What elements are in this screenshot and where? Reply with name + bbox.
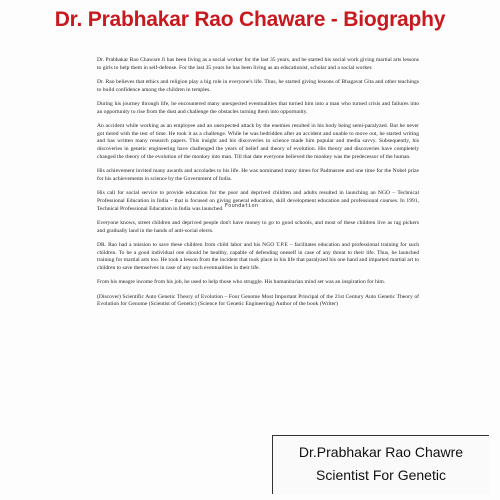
stamp-designation: Scientist For Genetic [316, 467, 446, 483]
paragraph: (Discover) Scientific Auto Genetic Theory of Evolution – Four Genome Most Important Principal of the 21st Century Auto Genetic Theory of Evolution for Genome (Scientist of Genetic) (Science for Genetic Engineering) Author of the book (Writer) [97, 293, 419, 308]
paragraph: Dr. Rao believes that ethics and religion play a big role in everyone's life. Thus, he started giving lessons of Bhagavat Gita and other teachings to build confidence among the children in temples. [97, 79, 419, 93]
stamp-name: Dr.Prabhakar Rao Chawre [298, 444, 464, 460]
paragraph-text: His call for social service to provide education for the poor and deprived children and adults resulted in launching an NGO – Technical Professional Education in India – that is focused on giving general education, skill development education and professional courses. In 1991, Technical Professional Education in India was launched. [97, 190, 419, 212]
paragraph: An accident while working as an employee and an unexpected attack by the enemies resulted in his body being semi-paralyzed. But he never got tiered with the test of time. He took it as a challenge. While he was bedridden after an accident and unable to move out, he started writing and has written many research papers. This insight and his discoveries in science made him popular and media savvy. Subsequently, his discoveries in genetic engineering have challenged the years of belief and theory of evolution. His theory and discoveries have completely changed the theory of the evolution of the monkey into man. Till that date everyone believed the monkey was the predecessor of the human. [97, 123, 419, 160]
paragraph-with-note [97, 190, 419, 213]
page-title: Dr. Prabhakar Rao Chaware - Biography [54, 8, 446, 31]
biography-body [97, 57, 419, 316]
paragraph: Dr. Prabhakar Rao Chaware Ji has been living as a social worker for the last 35 years, and he started his social work giving martial arts lessons to girls to help them in self-defense. For the last 35 years he has been living as an educationist, scholar and a social worker. [97, 57, 419, 71]
handwritten-note: Foundation [224, 202, 259, 209]
paragraph: His achievement invited many awards and accolades to his life. He was nominated many times for Padmasree and one time for the Nobel prize for his achievements in science by the Government of India. [97, 168, 419, 182]
paragraph: From his meagre income from his job, he used to help those who struggle. His humanitarian mind set was an inspiration for him. [97, 279, 386, 286]
name-stamp [272, 435, 489, 494]
paragraph: During his journey through life, he encountered many unexpected eventualities that turned him into a man who turned crisis and failures into an opportunity to rise from the dust and challenge the obstacles turning them into opportunity. [97, 101, 419, 115]
paragraph: DR. Rao had a mission to save these children from child labor and his NGO T.P.E – facilitates education and professional training for such children. To be a good individual one should be healthy, capable of defending oneself in case of any threat to their life. Thus, he launched training for martial arts too. He took a lesson from the incident that took place in his life that paralyzed his one hand and imparted martial art to children to save themselves in case of any such eventualities in their life. [97, 241, 419, 271]
paragraph: Everyone knows, street children and deprived people don't have money to go to good schools, and most of these children live as rag pickers and gradually land in the hands of anti-social elects. [97, 219, 419, 234]
